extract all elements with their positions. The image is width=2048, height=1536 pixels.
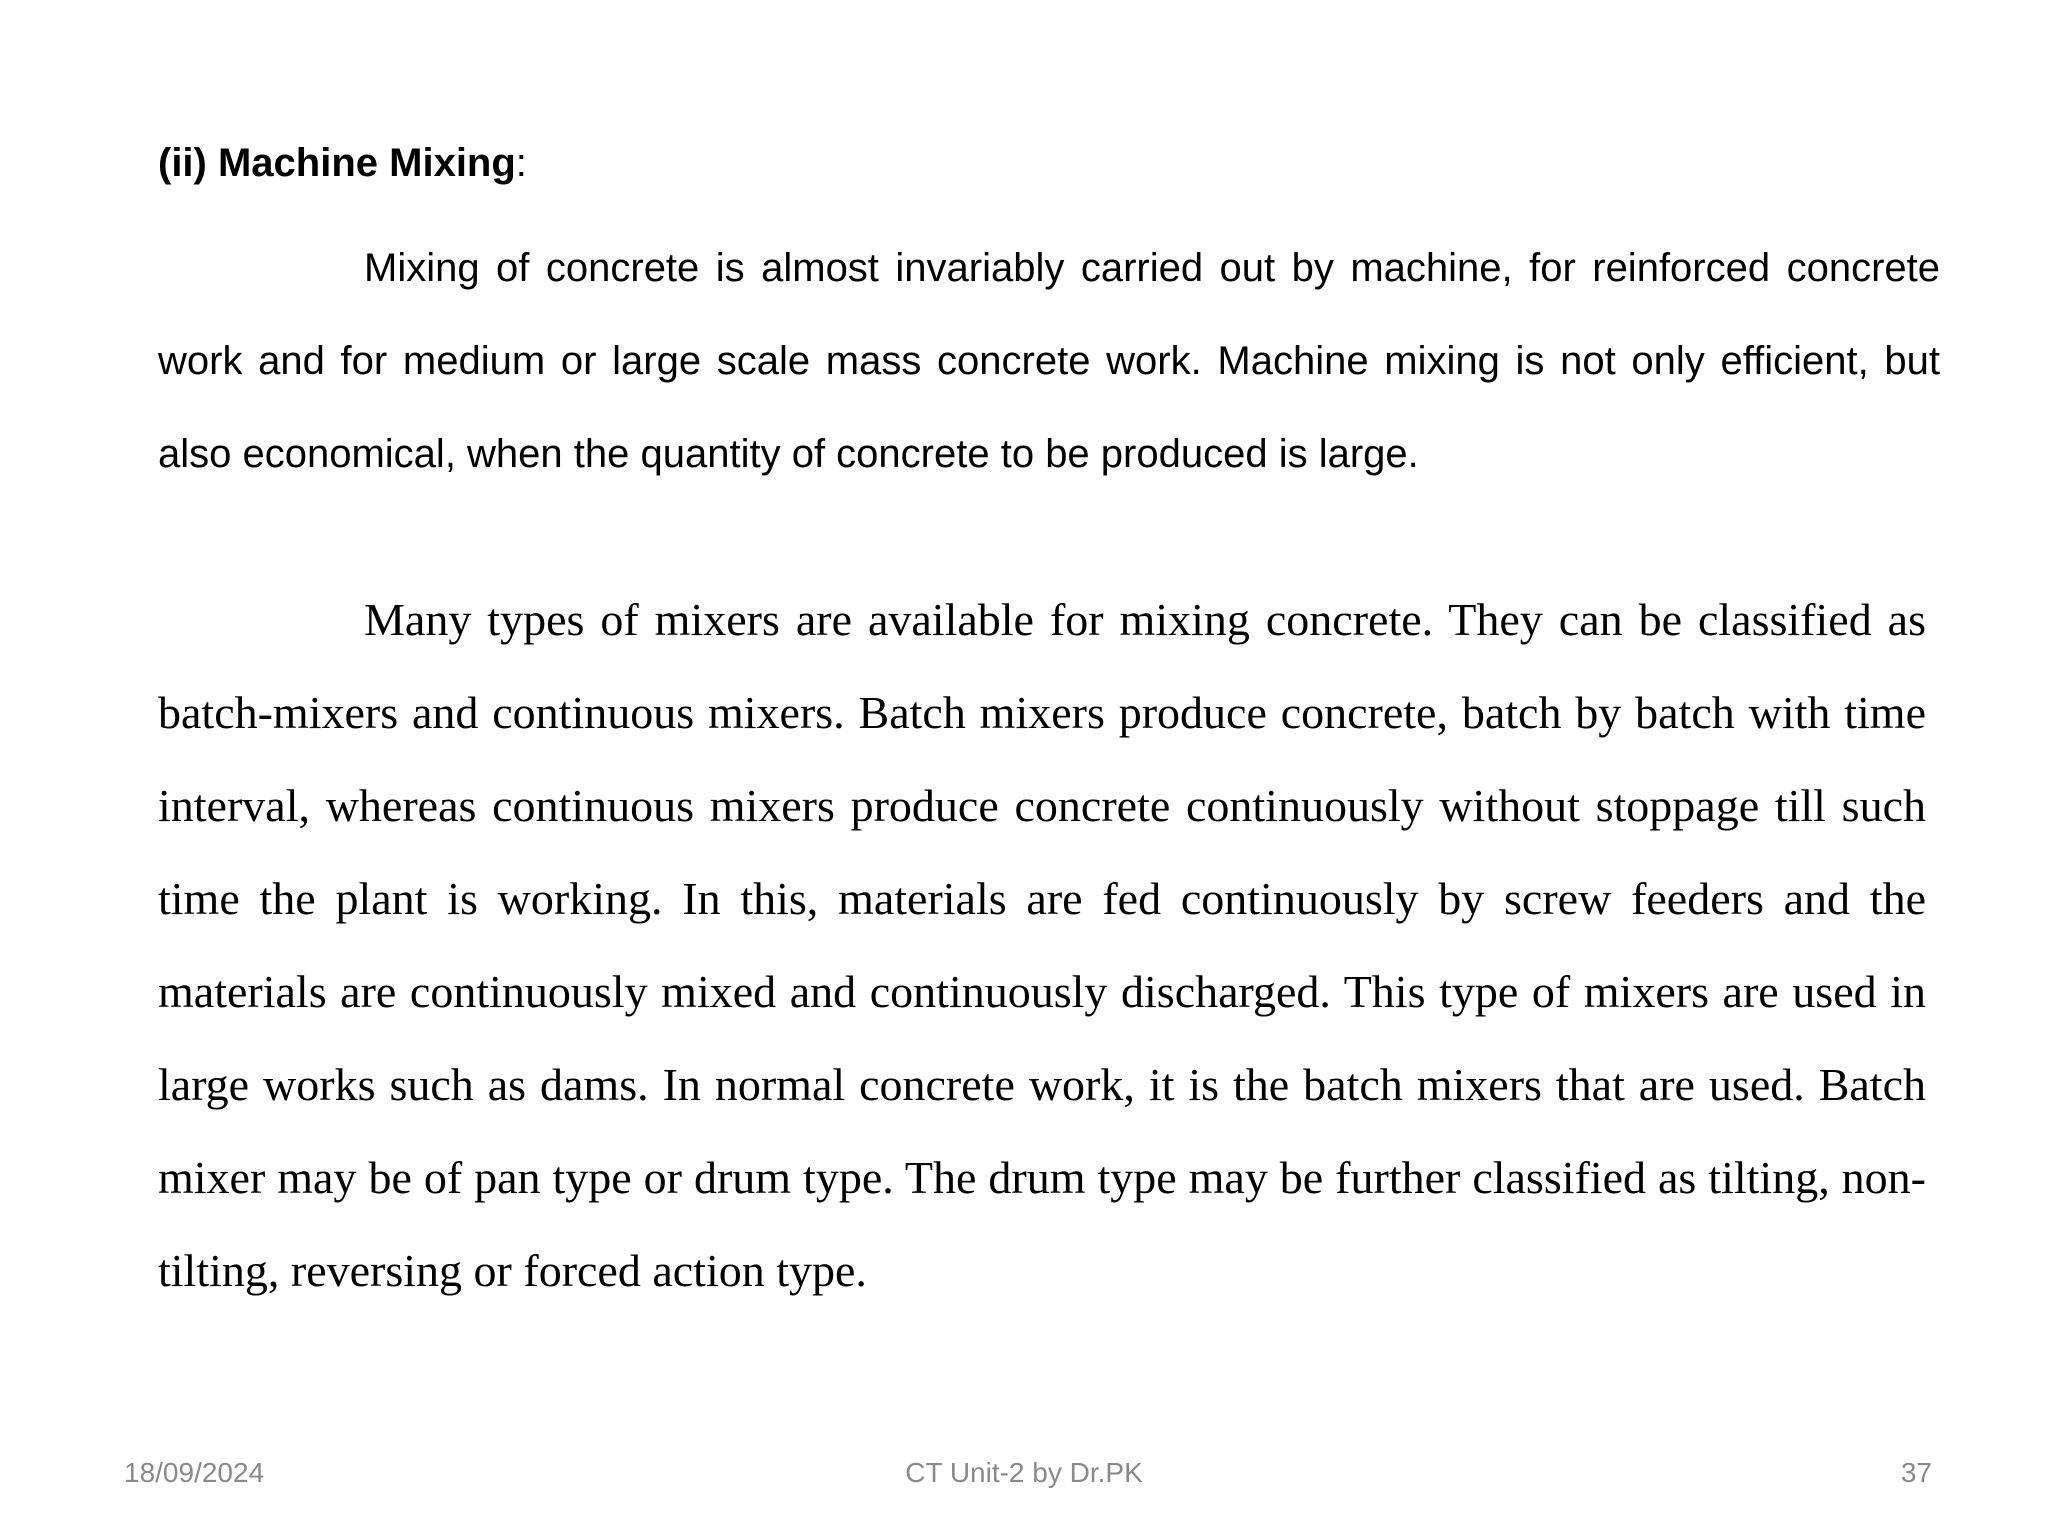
footer-date: 18/09/2024 <box>124 1457 265 1488</box>
footer-title: CT Unit-2 by Dr.PK <box>905 1457 1143 1488</box>
paragraph-mixer-types: Many types of mixers are available for mixing concrete. They can be classified as batch-mixers and continuous mixers. Batch mixers produce concrete, batch by batch with time interval, whereas continuous mixers produce concrete continuously without stoppage till such time the plant is working. In this, materials are fed continuously by screw feeders and the materials are continuously mixed and continuously discharged. This type of mixers are used in large works such as dams. In normal concrete work, it is the batch mixers that are used. Batch mixer may be of pan type or drum type. The drum type may be further classified as tilting, non-tilting, reversing or forced action type. <box>158 594 1926 1296</box>
heading-colon: : <box>515 141 527 185</box>
heading-text: (ii) Machine Mixing <box>158 141 516 185</box>
paragraph-machine-mixing-intro: Mixing of concrete is almost invariably carried out by machine, for reinforced concrete work and for medium or large scale mass concrete work. Machine mixing is not only efficient, but also economical, when the quantity of concrete to be produced is large. <box>158 246 1940 476</box>
section-heading <box>158 132 527 194</box>
slide-number: 37 <box>1900 1457 1932 1488</box>
